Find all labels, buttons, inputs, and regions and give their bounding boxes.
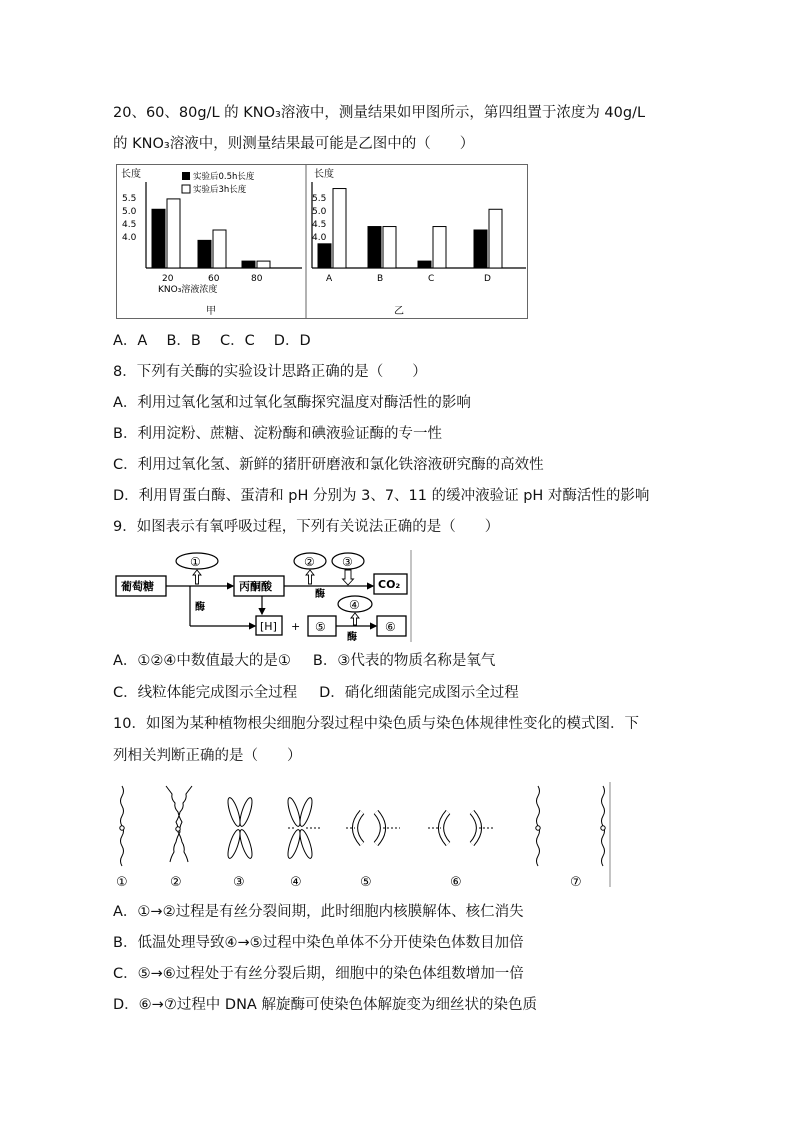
num-2: ② <box>304 555 315 569</box>
jia-ytick: 4.5 <box>122 220 137 230</box>
chart-jia <box>121 167 302 317</box>
q8-option-d: D．利用胃蛋白酶、蛋清和 pH 分别为 3、7、11 的缓冲液验证 pH 对酶活性的影响 <box>113 488 650 504</box>
bar-C-series0 <box>418 261 431 268</box>
bar-60-series0 <box>198 240 211 268</box>
bar-A-series0 <box>318 244 331 268</box>
jia-xlabel: KNO₃溶液浓度 <box>158 285 218 295</box>
stage-label-2: ② <box>170 875 182 890</box>
bar-C-series1 <box>433 227 446 268</box>
q8-option-c: C．利用过氧化氢、新鲜的猪肝研磨液和氯化铁溶液研究酶的高效性 <box>113 457 544 473</box>
q8-stem: 8．下列有关酶的实验设计思路正确的是（ ） <box>113 364 427 380</box>
bar-B-series0 <box>368 227 381 268</box>
enzyme-label-2: 酶 <box>315 589 325 600</box>
bar-80-series0 <box>242 261 255 268</box>
bar-20-series0 <box>152 209 165 268</box>
bar-20-series1 <box>167 199 180 268</box>
q7-charts-figure <box>116 164 528 320</box>
yi-ylabel: 长度 <box>314 169 334 180</box>
h-label: [H] <box>260 620 277 633</box>
yi-caption: 乙 <box>394 306 404 317</box>
stage-label-3: ③ <box>233 875 245 890</box>
bar-B-series1 <box>383 227 396 268</box>
yi-ytick: 4.0 <box>312 233 327 243</box>
q10-option-d: D．⑥→⑦过程中 DNA 解旋酶可使染色体解旋变为细丝状的染色质 <box>113 997 537 1013</box>
bar-D-series1 <box>489 209 502 268</box>
jia-xtick: 80 <box>251 274 263 284</box>
bar-60-series1 <box>213 230 226 268</box>
num-3: ③ <box>342 555 353 569</box>
q10-stem-line2: 列相关判断正确的是（ ） <box>113 748 302 764</box>
chromosome-diagram <box>110 782 614 890</box>
jia-ytick: 5.5 <box>122 194 137 204</box>
q8-option-b: B．利用淀粉、蔗糖、淀粉酶和碘液验证酶的专一性 <box>113 426 442 442</box>
q9-option-d: D．硝化细菌能完成图示全过程 <box>319 685 519 701</box>
yi-xtick: B <box>377 274 384 284</box>
bar-A-series1 <box>333 189 346 268</box>
num-4: ④ <box>349 598 360 612</box>
yi-ytick: 4.5 <box>312 220 327 230</box>
q10-stem-line1: 10．如图为某种植物根尖细胞分裂过程中染色质与染色体规律性变化的模式图．下 <box>113 716 639 732</box>
jia-caption: 甲 <box>206 306 216 317</box>
enzyme-label-1: 酶 <box>195 602 205 613</box>
jia-xtick: 20 <box>162 274 174 284</box>
jia-xtick: 60 <box>208 274 220 284</box>
stage-label-6: ⑥ <box>450 875 462 890</box>
stage-label-5: ⑤ <box>360 875 372 890</box>
pyruvate-label: 丙酮酸 <box>239 580 272 593</box>
bar-D-series0 <box>474 230 487 268</box>
yi-ytick: 5.0 <box>312 207 327 217</box>
respiration-diagram <box>115 550 415 642</box>
legend-swatch-filled <box>182 172 190 180</box>
q9-options-ab <box>113 651 495 671</box>
q10-option-a: A．①→②过程是有丝分裂间期，此时细胞内核膜解体、核仁消失 <box>113 904 524 920</box>
bar-80-series1 <box>257 261 270 268</box>
chart-yi <box>312 167 526 317</box>
q7-options: A．A B．B C．C D．D <box>113 333 311 349</box>
q7-stem-line2: 的 KNO₃溶液中，则测量结果最可能是乙图中的（ ） <box>113 136 475 152</box>
legend-label-1: 实验后3h长度 <box>193 185 247 195</box>
stage-label-4: ④ <box>290 875 302 890</box>
q9-option-a: A．①②④中数值最大的是① <box>113 653 291 669</box>
q7-stem-line1: 20、60、80g/L 的 KNO₃溶液中，测量结果如甲图所示，第四组置于浓度为 40g/L <box>113 105 646 121</box>
yi-ytick: 5.5 <box>312 194 327 204</box>
num-6: ⑥ <box>385 620 396 634</box>
q9-options-cd <box>113 683 519 703</box>
q9-option-b: B．③代表的物质名称是氧气 <box>312 653 496 669</box>
q10-option-b: B．低温处理导致④→⑤过程中染色单体不分开使染色体数目加倍 <box>113 935 524 951</box>
yi-xtick: A <box>326 274 333 284</box>
glucose-label: 葡萄糖 <box>121 580 154 593</box>
num-1: ① <box>190 555 201 569</box>
num-5: ⑤ <box>315 620 326 634</box>
legend-label-0: 实验后0.5h长度 <box>193 172 255 182</box>
stage-label-7: ⑦ <box>570 875 582 890</box>
plus-sign: + <box>291 620 301 633</box>
yi-xtick: D <box>484 274 491 284</box>
yi-xtick: C <box>428 274 435 284</box>
jia-ytick: 4.0 <box>122 233 137 243</box>
q9-stem: 9．如图表示有氧呼吸过程，下列有关说法正确的是（ ） <box>113 519 500 535</box>
enzyme-label-3: 酶 <box>347 632 357 642</box>
chromatin-2a <box>166 786 182 862</box>
stage-label-1: ① <box>116 875 128 890</box>
co2-label: CO₂ <box>378 578 401 591</box>
q10-option-c: C．⑤→⑥过程处于有丝分裂后期，细胞中的染色体组数增加一倍 <box>113 966 524 982</box>
legend-swatch-open <box>182 185 190 193</box>
jia-ylabel: 长度 <box>121 169 141 180</box>
jia-ytick: 5.0 <box>122 207 137 217</box>
q9-option-c: C．线粒体能完成图示全过程 <box>113 685 298 701</box>
q8-option-a: A．利用过氧化氢和过氧化氢酶探究温度对酶活性的影响 <box>113 395 471 411</box>
